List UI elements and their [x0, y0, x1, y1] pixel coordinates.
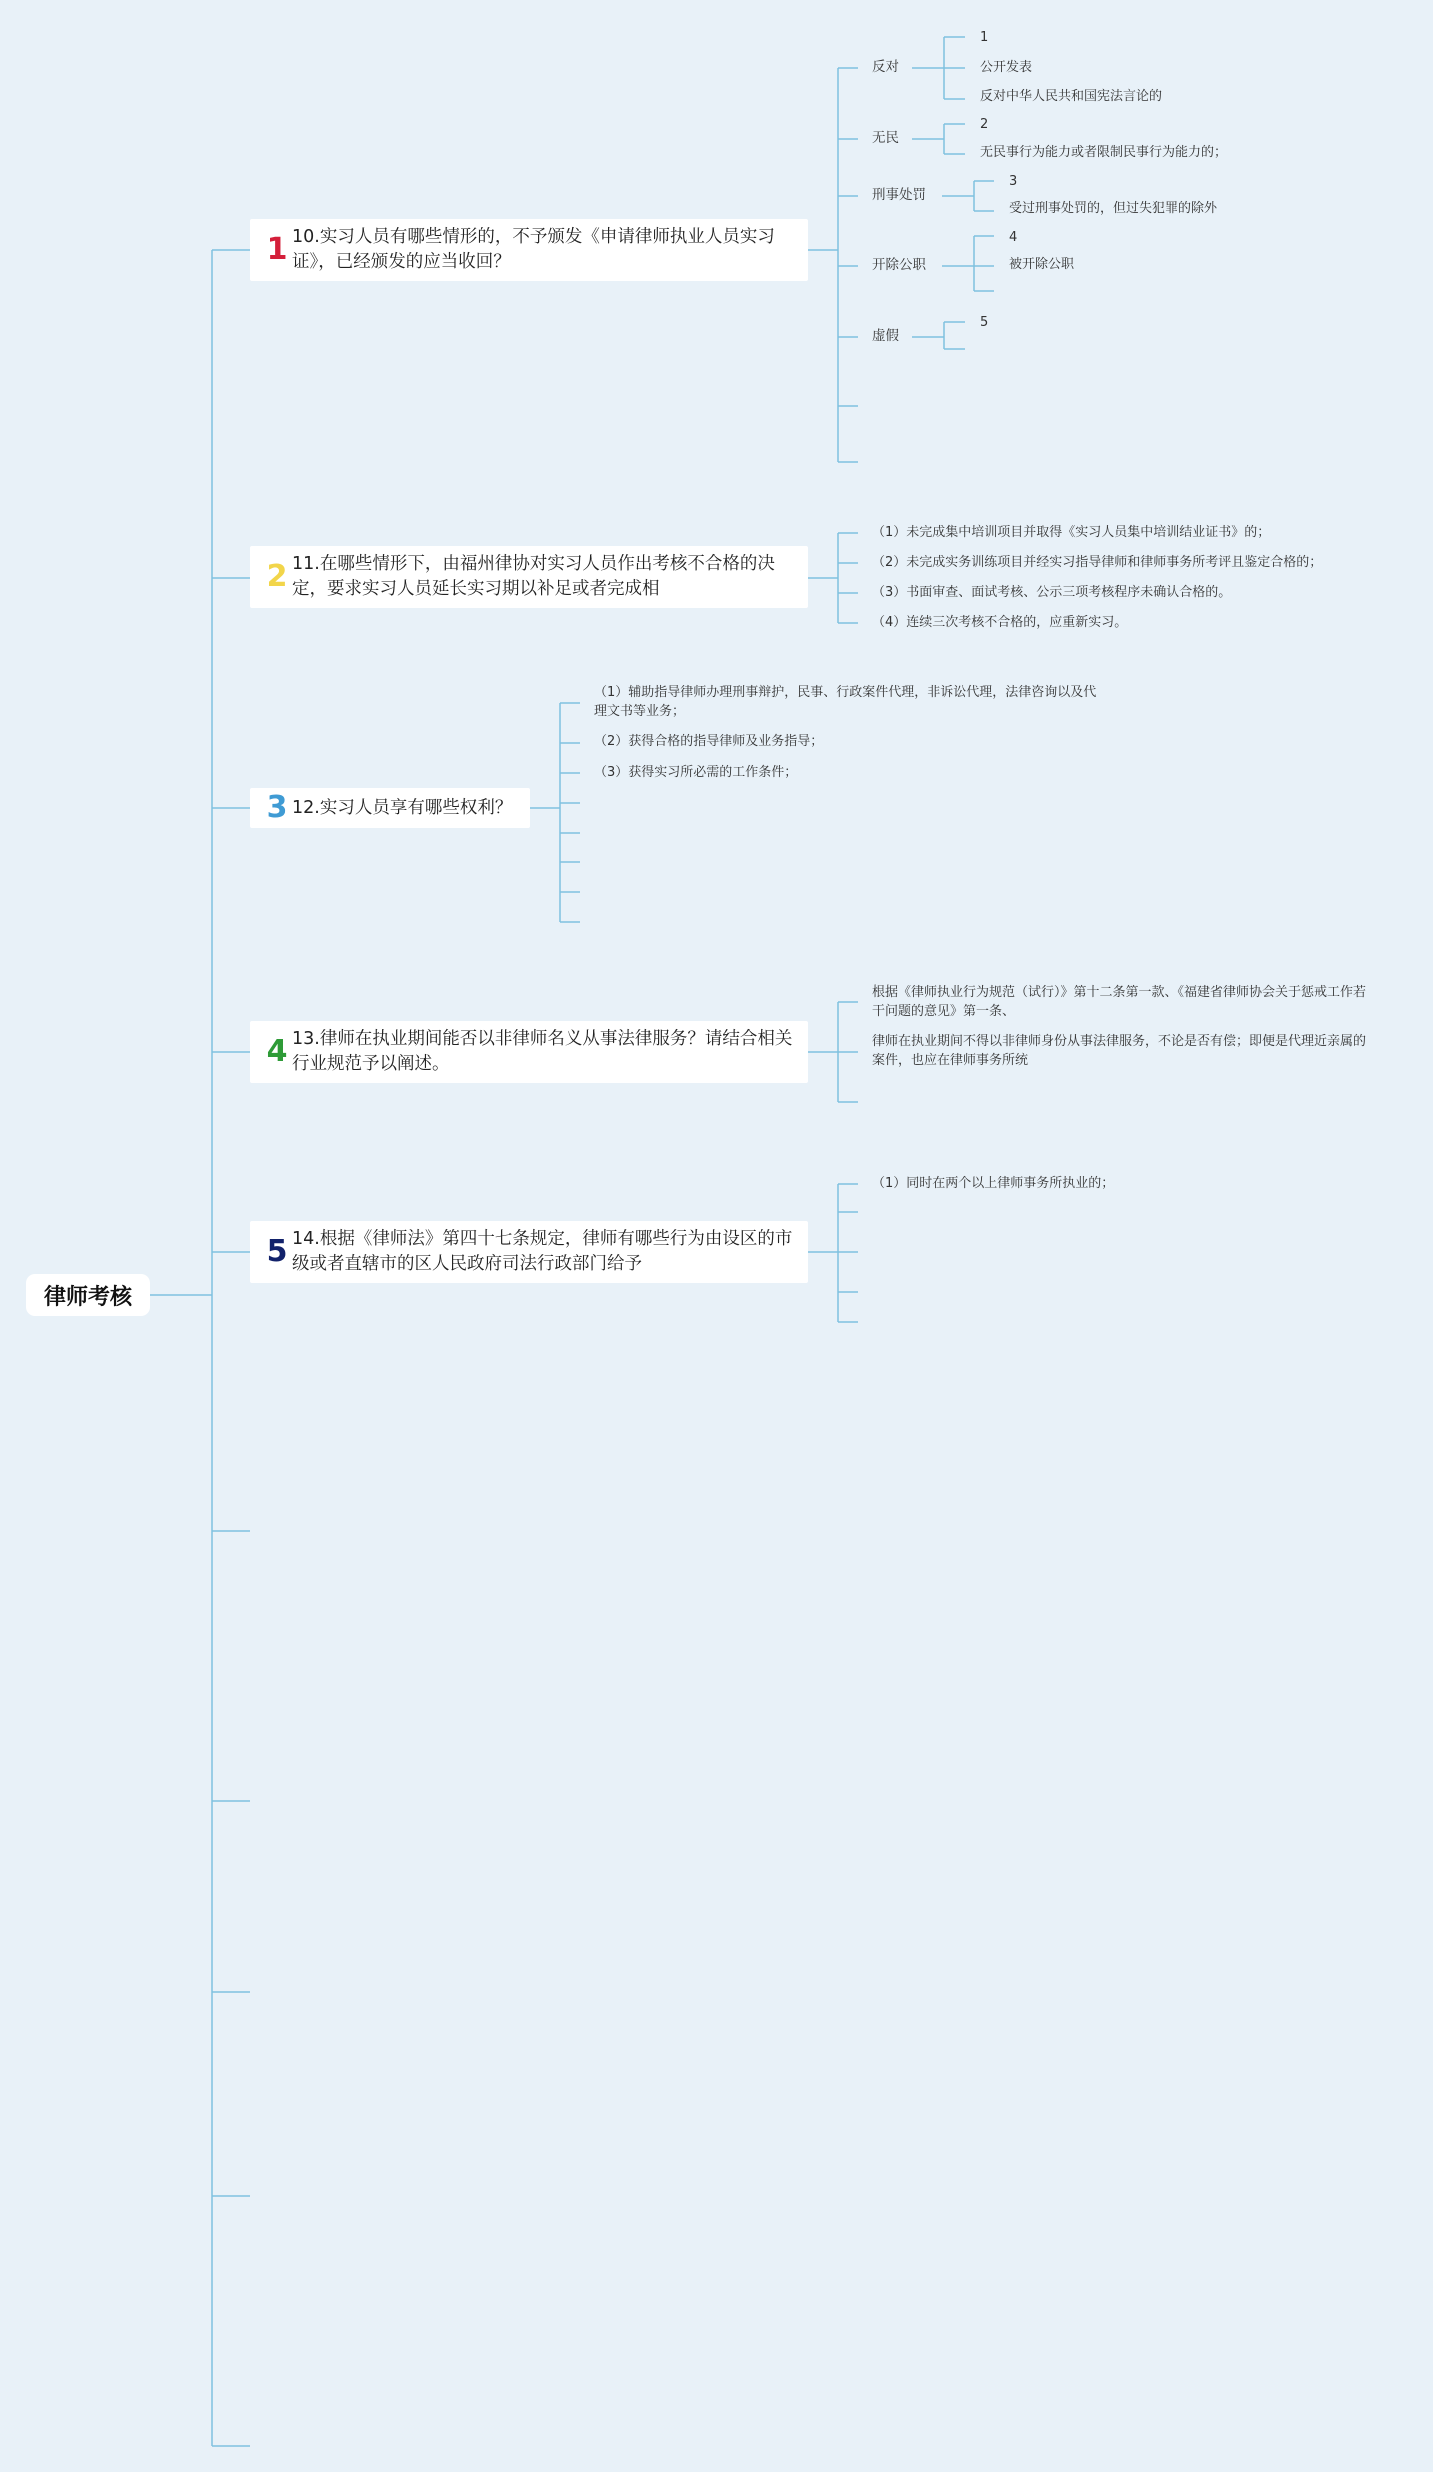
branch-label-dismissal[interactable]: 开除公职: [872, 257, 926, 273]
question-node-3[interactable]: [250, 788, 530, 828]
question-text-5: 14.根据《律师法》第四十七条规定，律师有哪些行为由设区的市级或者直辖市的区人民政府司法行政部门给予: [292, 1229, 793, 1274]
q2-item-1[interactable]: （1）未完成集中培训项目并取得《实习人员集中培训结业证书》的；: [872, 525, 1271, 540]
q3-item-1[interactable]: （1）辅助指导律师办理刑事辩护，民事、行政案件代理，非诉讼代理，法律咨询以及代理文书等业务；: [594, 685, 1097, 719]
leaf-3-1[interactable]: 3: [1009, 174, 1018, 189]
q2-item-2[interactable]: （2）未完成实务训练项目并经实习指导律师和律师事务所考评且鉴定合格的；: [872, 555, 1323, 570]
question-number-2: 2: [266, 559, 288, 594]
branch-label-criminal[interactable]: 刑事处罚: [872, 187, 926, 203]
leaf-1-2[interactable]: 公开发表: [980, 60, 1033, 75]
leaf-4-1[interactable]: 4: [1009, 230, 1018, 245]
q2-item-4[interactable]: （4）连续三次考核不合格的，应重新实习。: [872, 615, 1128, 630]
root-node[interactable]: [26, 1274, 150, 1316]
root-title: 律师考核: [43, 1284, 132, 1310]
question-number-1: 1: [266, 232, 288, 267]
question-node-2[interactable]: [250, 546, 808, 608]
question-number-5: 5: [266, 1234, 288, 1269]
question-node-1[interactable]: [250, 219, 808, 281]
question-node-4[interactable]: [250, 1021, 808, 1083]
branch-label-capacity[interactable]: 无民: [872, 130, 899, 146]
leaf-2-2[interactable]: 无民事行为能力或者限制民事行为能力的；: [980, 145, 1228, 160]
q4-item-2[interactable]: 律师在执业期间不得以非律师身份从事法律服务，不论是否有偿；即便是代理近亲属的案件，也应在律师事务所统: [872, 1034, 1367, 1068]
q3-item-3[interactable]: （3）获得实习所必需的工作条件；: [594, 765, 798, 780]
leaf-1-3[interactable]: 反对中华人民共和国宪法言论的: [980, 89, 1163, 104]
leaf-5-1[interactable]: 5: [980, 315, 989, 330]
leaf-2-1[interactable]: 2: [980, 117, 989, 132]
question-node-5[interactable]: [250, 1221, 808, 1283]
q4-item-1[interactable]: 根据《律师执业行为规范（试行）》第十二条第一款、《福建省律师协会关于惩戒工作若干问题的意见》第一条、: [872, 985, 1367, 1019]
branch-label-oppose[interactable]: 反对: [872, 59, 899, 75]
question-text-1: 10.实习人员有哪些情形的，不予颁发《申请律师执业人员实习证》，已经颁发的应当收回？: [292, 227, 775, 272]
question-number-4: 4: [266, 1034, 288, 1069]
question-text-4: 13.律师在执业期间能否以非律师名义从事法律服务？请结合相关行业规范予以阐述。: [292, 1029, 793, 1074]
leaf-4-2[interactable]: 被开除公职: [1009, 257, 1075, 272]
leaf-1-1[interactable]: 1: [980, 30, 989, 45]
question-number-3: 3: [266, 790, 288, 825]
branch-label-false[interactable]: 虚假: [872, 328, 899, 344]
q3-item-2[interactable]: （2）获得合格的指导律师及业务指导；: [594, 734, 824, 749]
question-text-3: 12.实习人员享有哪些权利？: [292, 797, 513, 818]
leaf-3-2[interactable]: 受过刑事处罚的，但过失犯罪的除外: [1009, 201, 1218, 216]
question-text-2: 11.在哪些情形下，由福州律协对实习人员作出考核不合格的决定，要求实习人员延长实习期以补足或者完成相: [292, 554, 775, 599]
q5-item-1[interactable]: （1）同时在两个以上律师事务所执业的；: [872, 1176, 1115, 1191]
q2-item-3[interactable]: （3）书面审查、面试考核、公示三项考核程序未确认合格的。: [872, 585, 1232, 600]
